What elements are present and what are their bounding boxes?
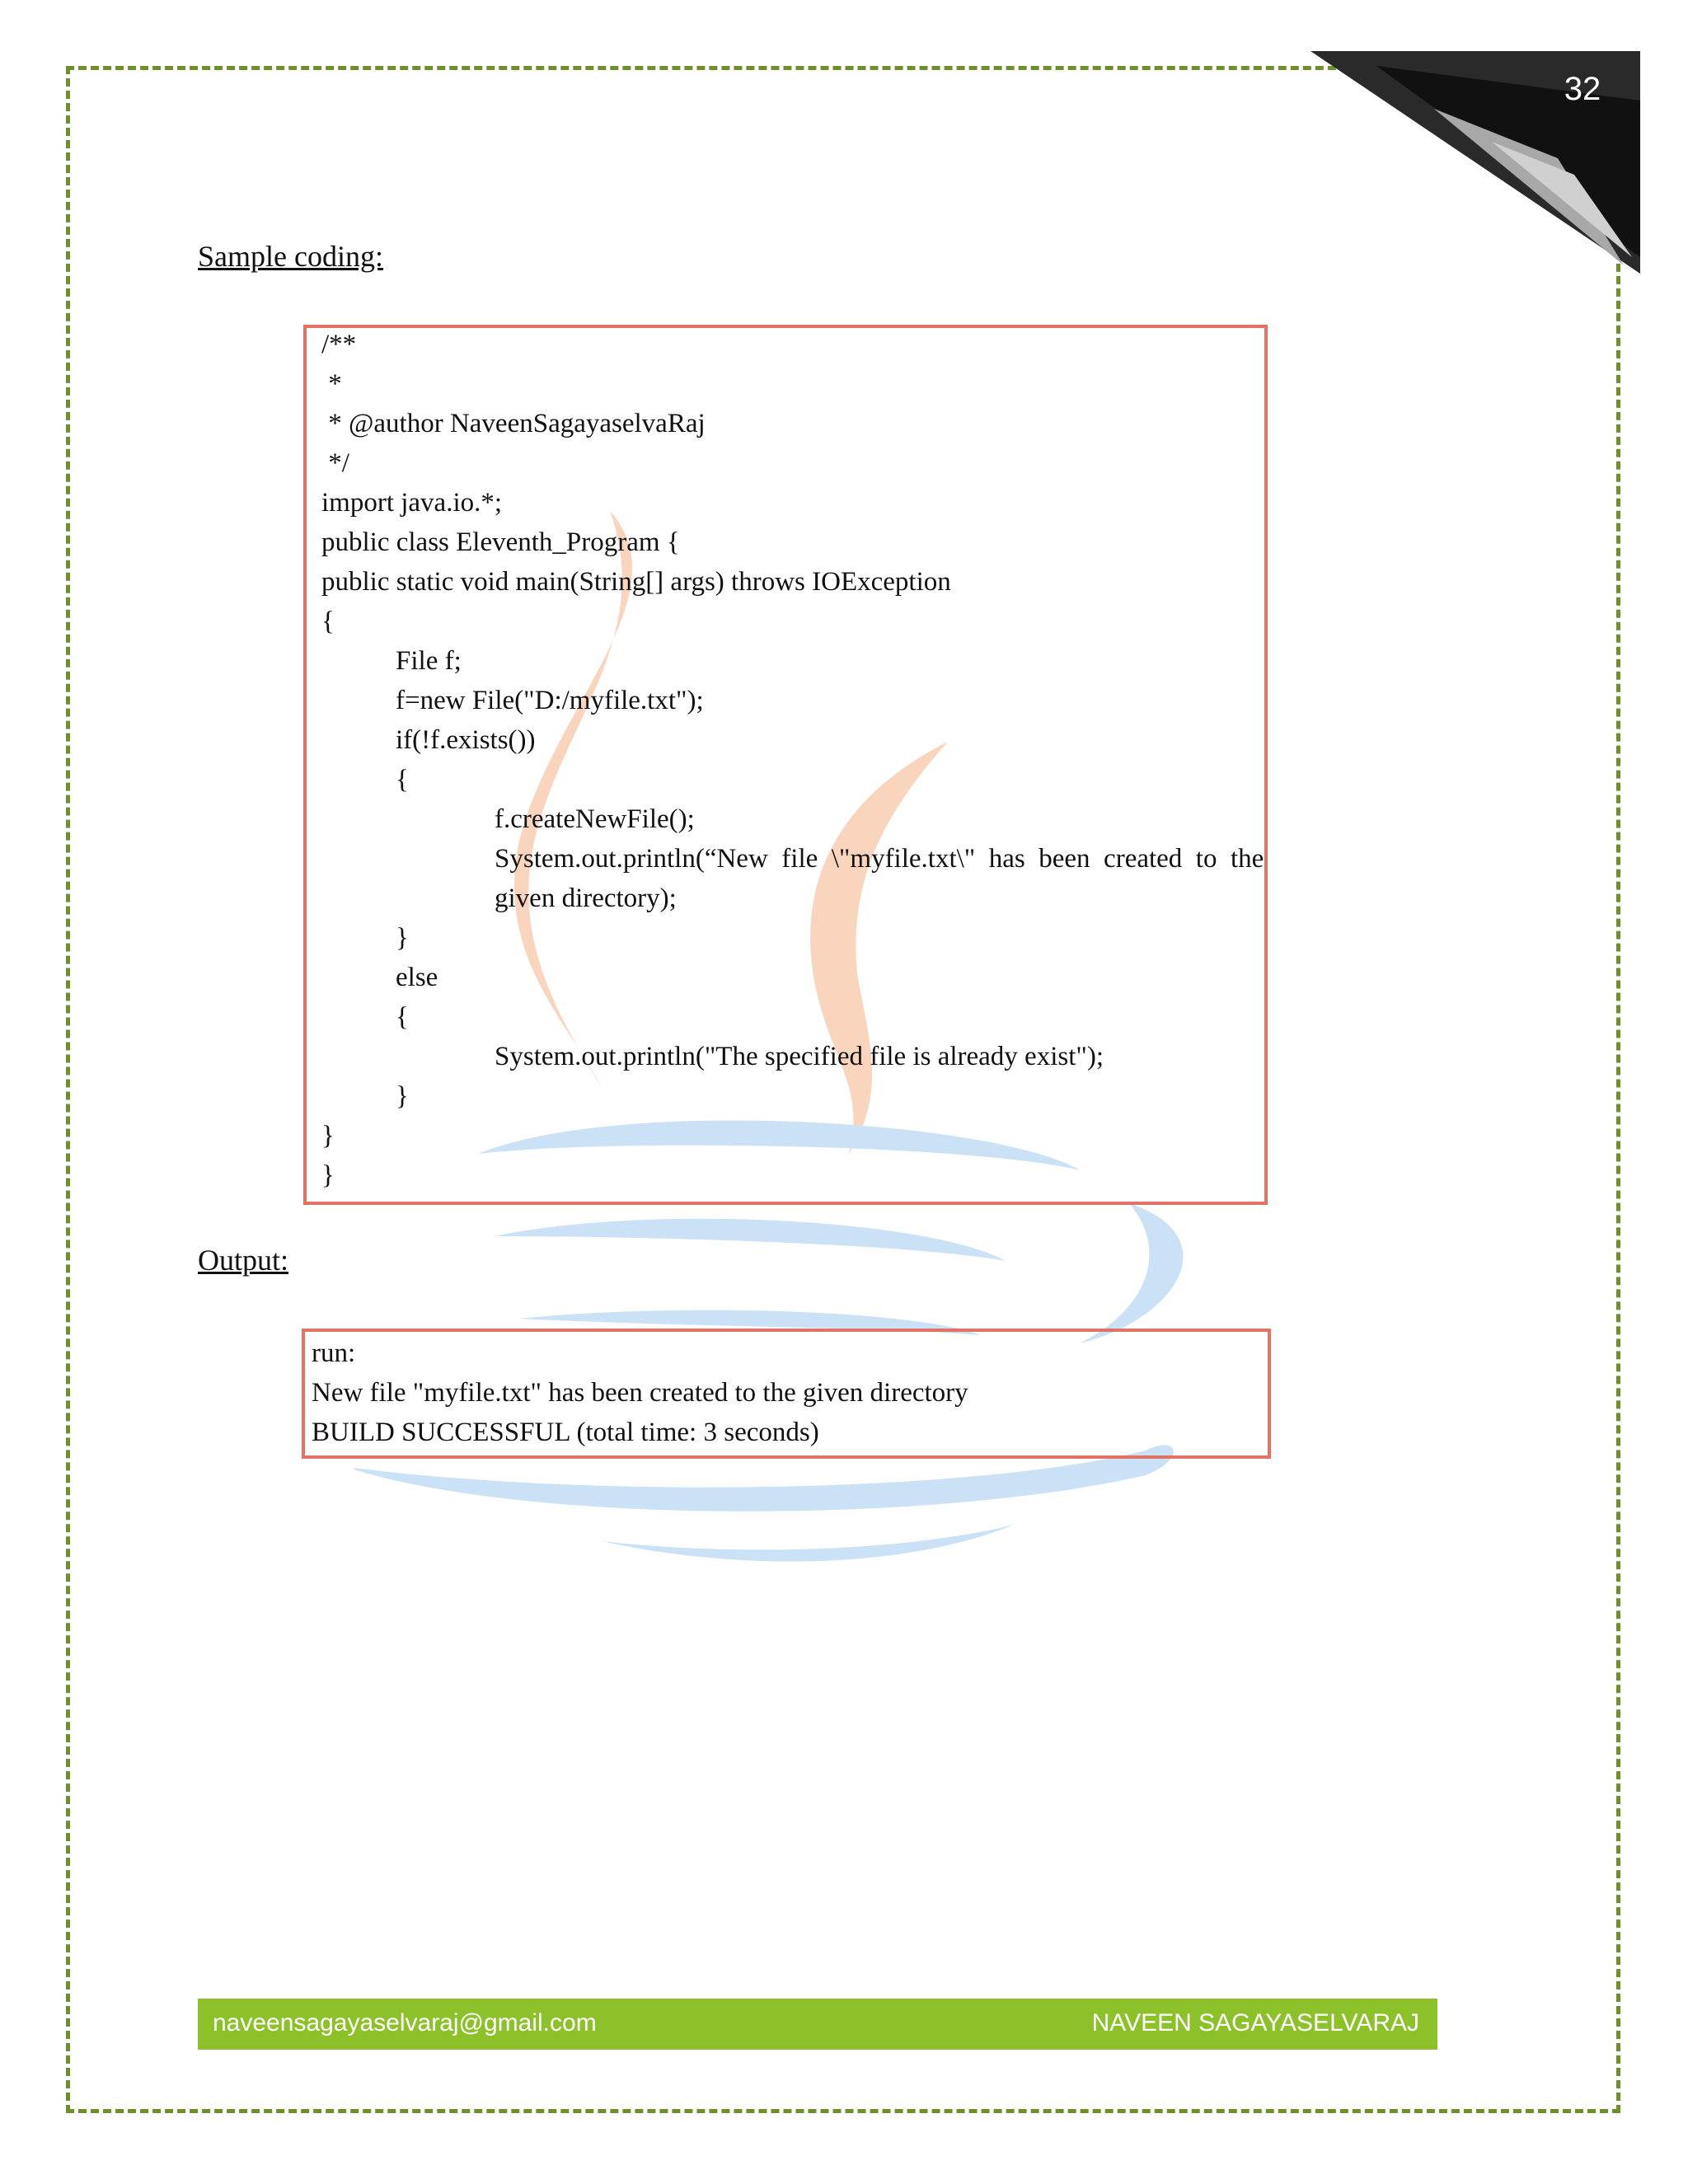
code-line: import java.io.*; — [321, 488, 503, 518]
code-line: File f; — [396, 646, 462, 676]
code-line: else — [396, 963, 438, 992]
code-line: * @author NaveenSagayaselvaRaj — [321, 409, 706, 438]
code-line: if(!f.exists()) — [396, 725, 536, 755]
footer-email: naveensagayaselvaraj@gmail.com — [213, 2009, 597, 2036]
output-line: run: — [312, 1338, 356, 1368]
code-box — [303, 325, 1268, 1205]
code-line: { — [321, 607, 335, 636]
code-line: } — [396, 923, 409, 953]
output-line: BUILD SUCCESSFUL (total time: 3 seconds) — [312, 1418, 819, 1447]
code-line: f.createNewFile(); — [495, 804, 695, 834]
output-heading: Output: — [198, 1244, 289, 1277]
footer-bar — [198, 1999, 1437, 2050]
code-line: /** — [321, 330, 357, 359]
sample-coding-heading: Sample coding: — [198, 240, 383, 273]
code-line: * — [321, 369, 342, 399]
code-line: public class Eleventh_Program { — [321, 527, 680, 557]
code-line: System.out.println("The specified file is already exist"); — [495, 1042, 1104, 1071]
page-number: 32 — [1564, 71, 1601, 107]
code-line: } — [396, 1081, 409, 1111]
code-line: System.out.println(“New file \"myfile.txt\" has been created to the — [495, 844, 1264, 874]
code-line: public static void main(String[] args) throws IOException — [321, 567, 951, 597]
code-line: */ — [321, 448, 349, 478]
footer-author-name: NAVEEN SAGAYASELVARAJ — [1091, 2009, 1419, 2036]
code-line: f=new File("D:/myfile.txt"); — [396, 686, 704, 715]
output-line: New file "myfile.txt" has been created to the given directory — [312, 1378, 968, 1408]
code-line: } — [321, 1121, 335, 1151]
code-line: { — [396, 1002, 409, 1032]
output-box — [302, 1329, 1271, 1459]
code-line: { — [396, 765, 409, 794]
code-line: } — [321, 1160, 335, 1190]
code-line: given directory); — [495, 883, 677, 913]
